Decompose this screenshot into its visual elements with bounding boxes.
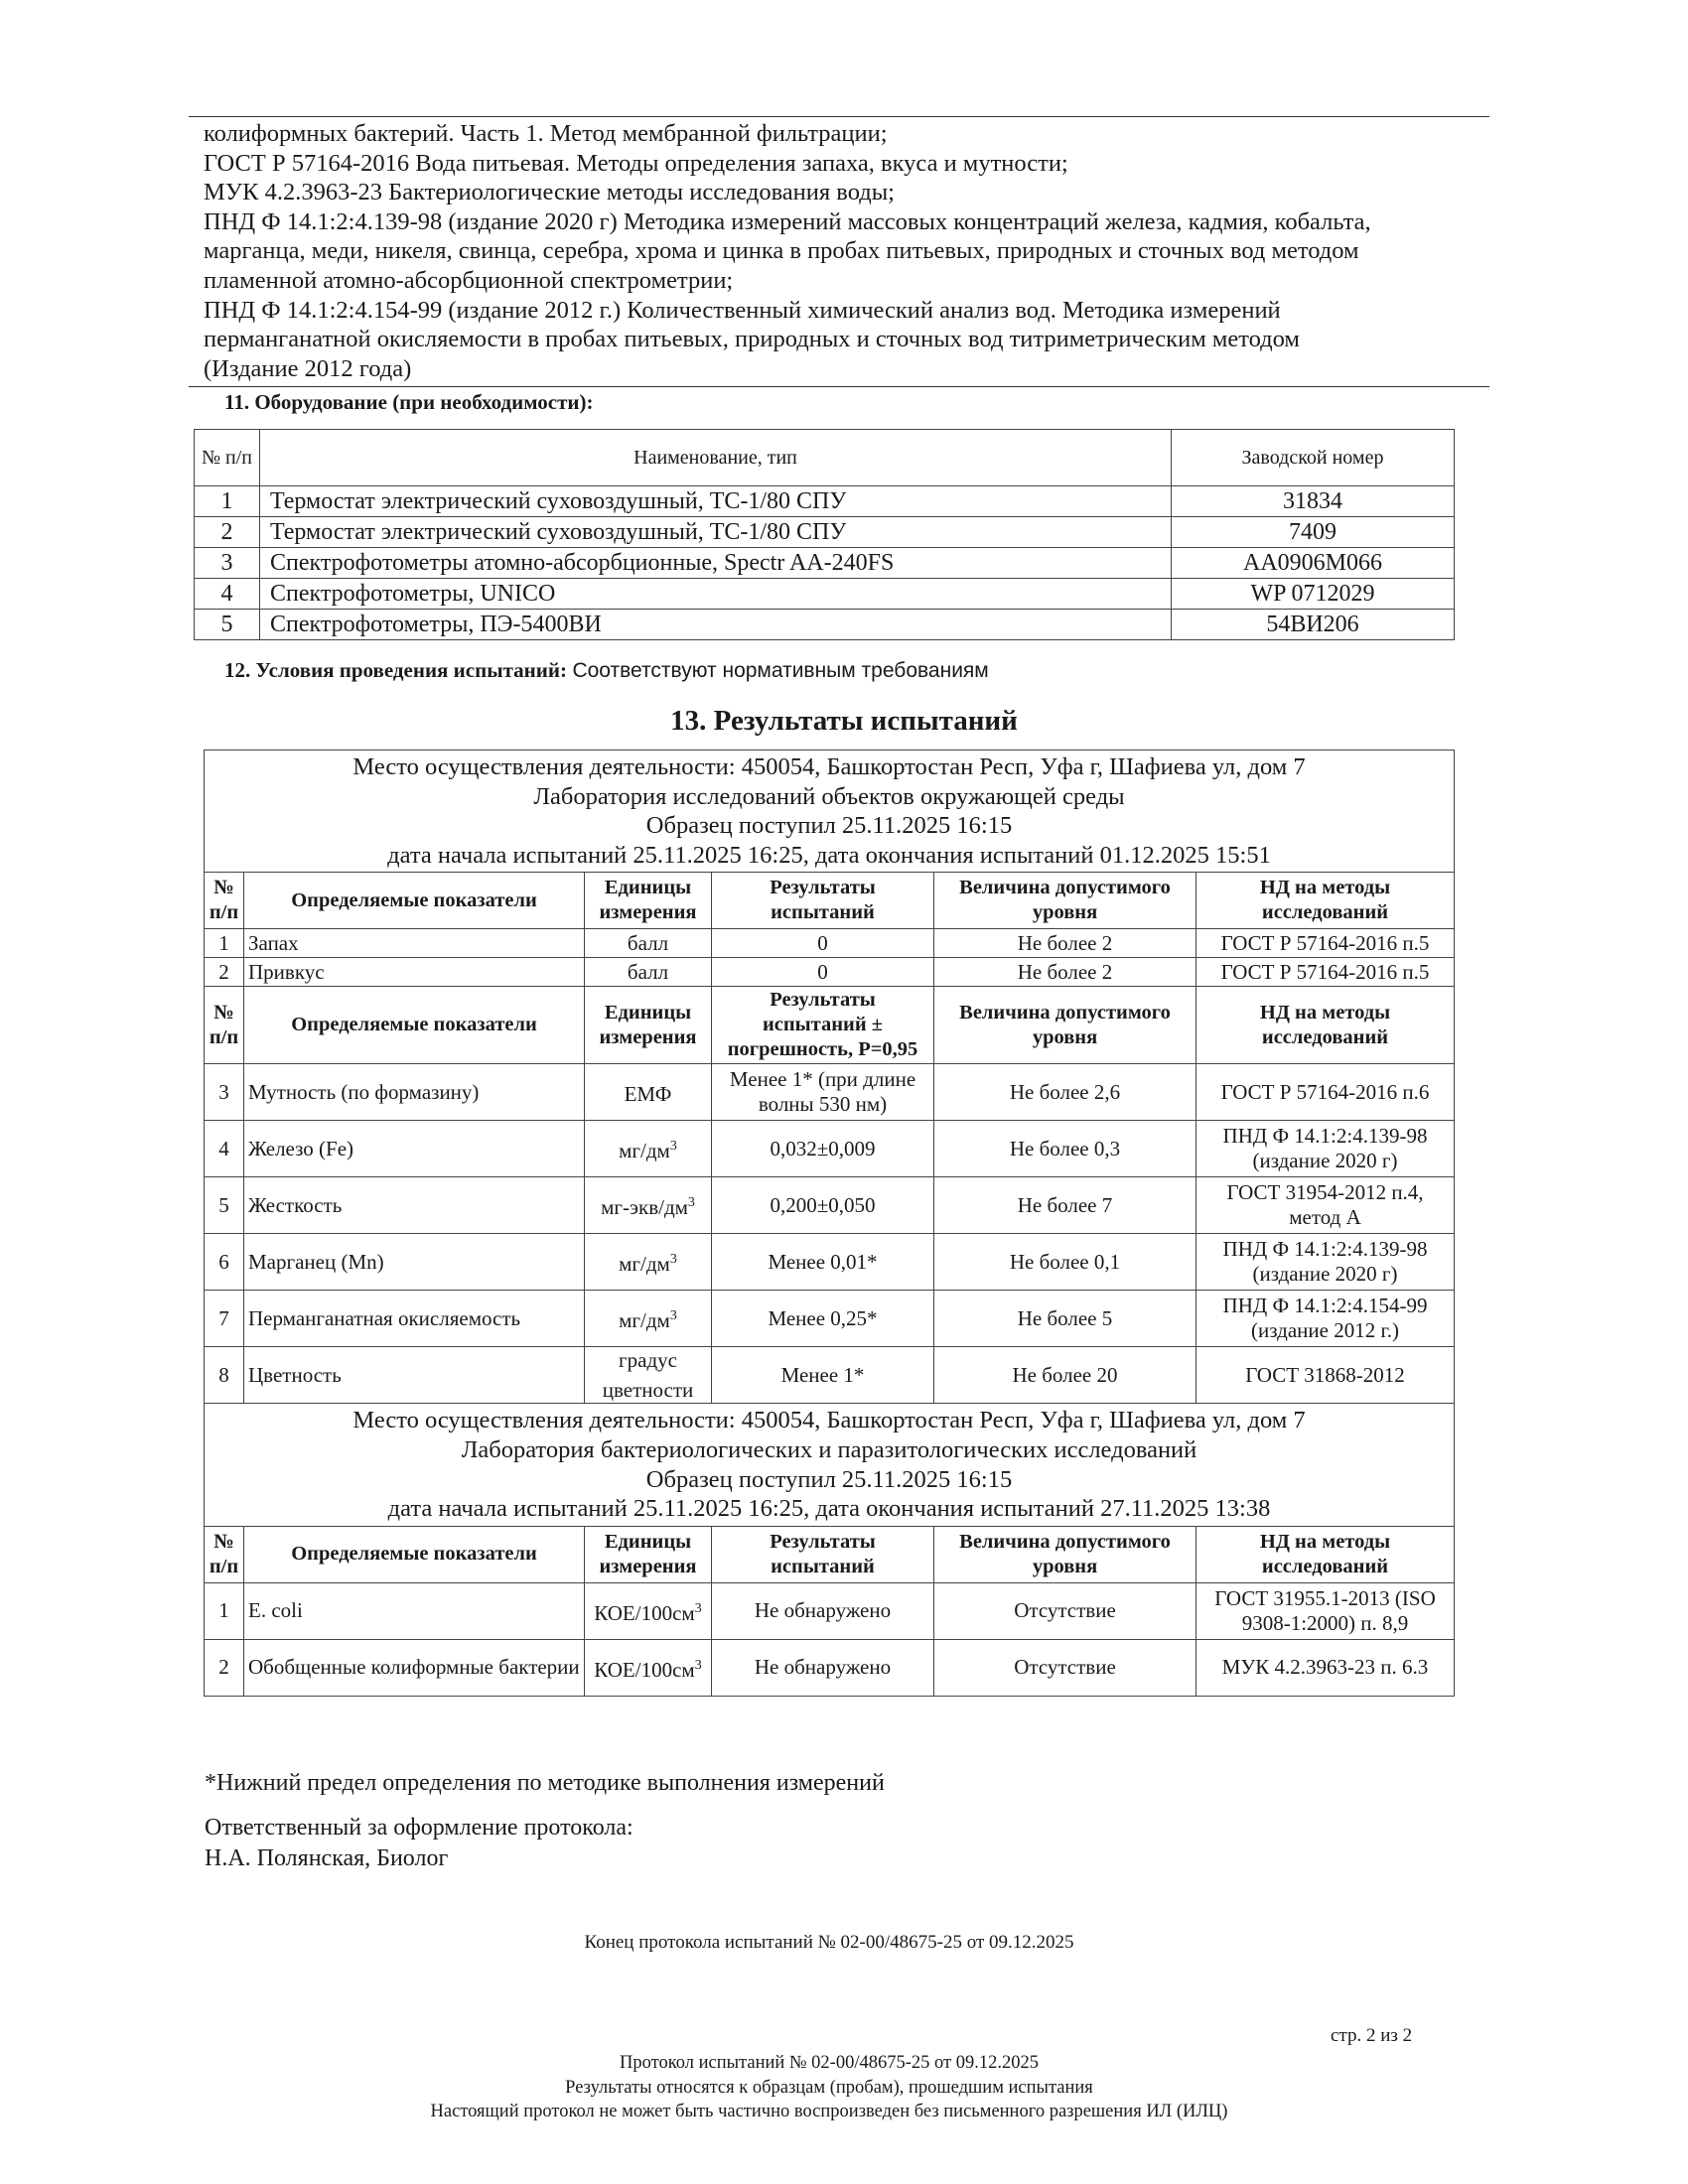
row-limit: Не более 7 <box>934 1177 1196 1234</box>
units-text: мг/дм <box>619 1308 670 1333</box>
table-row <box>205 1639 1455 1696</box>
table-row <box>195 517 1455 548</box>
page-number: стр. 2 из 2 <box>1331 2025 1413 2046</box>
col-result: Результаты испытаний ± погрешность, Р=0,95 <box>712 987 934 1064</box>
footer-line: Результаты относятся к образцам (пробам), прошедшим испытания <box>565 2077 1093 2098</box>
methods-bottom-rule <box>189 386 1489 387</box>
row-limit: Не более 20 <box>934 1347 1196 1404</box>
row-num: 1 <box>205 929 244 958</box>
col-param: Определяемые показатели <box>244 873 585 929</box>
methods-line: ГОСТ Р 57164-2016 Вода питьевая. Методы определения запаха, вкуса и мутности; <box>204 149 1068 177</box>
col-num: № п/п <box>205 1526 244 1582</box>
banner-line: Лаборатория бактериологических и паразитологических исследований <box>461 1435 1197 1463</box>
banner-line: Место осуществления деятельности: 450054, Башкортостан Респ, Уфа г, Шафиева ул, дом 7 <box>352 753 1306 780</box>
table-row <box>205 1064 1455 1121</box>
table-row <box>205 1121 1455 1177</box>
methods-line: ПНД Ф 14.1:2:4.139-98 (издание 2020 г) Методика измерений массовых концентраций железа, кадмия, кобальта, <box>204 207 1371 235</box>
equipment-serial: 54ВИ206 <box>1172 610 1455 640</box>
banner-line: Лаборатория исследований объектов окружающей среды <box>533 782 1125 810</box>
responsible-name: Н.А. Полянская, Биолог <box>205 1845 449 1871</box>
row-nd: ГОСТ Р 57164-2016 п.5 <box>1196 929 1455 958</box>
table-row <box>205 1177 1455 1234</box>
col-param: Определяемые показатели <box>244 1526 585 1582</box>
equipment-serial: 31834 <box>1172 486 1455 517</box>
units-text: КОЕ/100см <box>594 1657 695 1682</box>
table-row <box>205 958 1455 987</box>
col-nd: НД на методы исследований <box>1196 987 1455 1064</box>
methods-line: пламенной атомно-абсорбционной спектрометрии; <box>204 266 734 294</box>
table-row <box>195 610 1455 640</box>
units-sup: 3 <box>669 1308 677 1324</box>
row-result: 0 <box>712 958 934 987</box>
row-limit: Не более 2,6 <box>934 1064 1196 1121</box>
conditions <box>224 657 989 683</box>
methods-list <box>204 119 1494 383</box>
row-units <box>585 1347 712 1404</box>
table-row <box>205 1234 1455 1291</box>
methods-line: МУК 4.2.3963-23 Бактериологические методы исследования воды; <box>204 179 895 206</box>
results-header-row <box>205 1526 1455 1582</box>
conditions-value: Соответствуют нормативным требованиям <box>572 659 989 682</box>
table-row <box>205 1291 1455 1347</box>
col-nd: НД на методы исследований <box>1196 873 1455 929</box>
methods-line: колиформных бактерий. Часть 1. Метод мембранной фильтрации; <box>204 120 888 147</box>
col-units: Единицы измерения <box>585 873 712 929</box>
responsible-block <box>205 1813 633 1874</box>
results-header-row <box>205 873 1455 929</box>
equipment-serial: WP 0712029 <box>1172 579 1455 610</box>
row-num: 2 <box>205 958 244 987</box>
row-limit: Не более 0,1 <box>934 1234 1196 1291</box>
methods-line: (Издание 2012 года) <box>204 354 412 382</box>
row-param: Мутность (по формазину) <box>244 1064 585 1121</box>
row-param: Перманганатная окисляемость <box>244 1291 585 1347</box>
col-limit: Величина допустимого уровня <box>934 1526 1196 1582</box>
row-num: 8 <box>205 1347 244 1404</box>
equipment-num: 1 <box>195 486 260 517</box>
row-nd: ГОСТ 31955.1-2013 (ISO 9308-1:2000) п. 8,9 <box>1196 1582 1455 1639</box>
row-result: Не обнаружено <box>712 1639 934 1696</box>
row-nd: ПНД Ф 14.1:2:4.154-99 (издание 2012 г.) <box>1196 1291 1455 1347</box>
units-text: ЕМФ <box>624 1082 672 1107</box>
row-nd: ГОСТ Р 57164-2016 п.6 <box>1196 1064 1455 1121</box>
equipment-num: 3 <box>195 548 260 579</box>
units-sup: 3 <box>669 1252 677 1268</box>
row-param: E. coli <box>244 1582 585 1639</box>
conditions-label: 12. Условия проведения испытаний: <box>224 658 567 682</box>
banner-line: Образец поступил 25.11.2025 16:15 <box>645 1465 1013 1493</box>
equipment-col-name: Наименование, тип <box>260 430 1172 486</box>
row-units <box>585 1291 712 1347</box>
block2-banner <box>205 1404 1455 1526</box>
row-units <box>585 1639 712 1696</box>
equipment-header-row <box>195 430 1455 486</box>
equipment-name: Термостат электрический суховоздушный, ТС-1/80 СПУ <box>260 517 1172 548</box>
row-result: 0,200±0,050 <box>712 1177 934 1234</box>
row-result: Менее 0,01* <box>712 1234 934 1291</box>
equipment-col-num: № п/п <box>195 430 260 486</box>
row-num: 7 <box>205 1291 244 1347</box>
banner-line: дата начала испытаний 25.11.2025 16:25, дата окончания испытаний 01.12.2025 15:51 <box>387 841 1271 869</box>
row-param: Марганец (Mn) <box>244 1234 585 1291</box>
row-units <box>585 1234 712 1291</box>
row-result: 0,032±0,009 <box>712 1121 934 1177</box>
row-result: Менее 1* (при длине волны 530 нм) <box>712 1064 934 1121</box>
protocol-end-line: Конец протокола испытаний № 02-00/48675-25 от 09.12.2025 <box>584 1932 1074 1953</box>
row-result: 0 <box>712 929 934 958</box>
footer-line: Протокол испытаний № 02-00/48675-25 от 09.12.2025 <box>620 2053 1039 2073</box>
banner-line: дата начала испытаний 25.11.2025 16:25, дата окончания испытаний 27.11.2025 13:38 <box>387 1495 1271 1523</box>
equipment-name: Термостат электрический суховоздушный, ТС-1/80 СПУ <box>260 486 1172 517</box>
row-units <box>585 1064 712 1121</box>
results-header-row <box>205 987 1455 1064</box>
units-sup: 3 <box>687 1195 695 1211</box>
results-table <box>204 750 1455 1697</box>
table-row <box>195 579 1455 610</box>
row-num: 2 <box>205 1639 244 1696</box>
units-text: мг/дм <box>619 1252 670 1277</box>
table-row <box>205 929 1455 958</box>
methods-line: ПНД Ф 14.1:2:4.154-99 (издание 2012 г.) Количественный химический анализ вод. Методика измерений <box>204 296 1281 324</box>
row-limit: Не более 2 <box>934 929 1196 958</box>
equipment-serial: AA0906M066 <box>1172 548 1455 579</box>
equipment-num: 4 <box>195 579 260 610</box>
methods-line: марганца, меди, никеля, свинца, серебра, хрома и цинка в пробах питьевых, природных и сточных вод методом <box>204 237 1359 265</box>
row-param: Запах <box>244 929 585 958</box>
row-nd: ПНД Ф 14.1:2:4.139-98 (издание 2020 г) <box>1196 1121 1455 1177</box>
row-limit: Не более 2 <box>934 958 1196 987</box>
table-row <box>195 486 1455 517</box>
row-limit: Отсутствие <box>934 1582 1196 1639</box>
table-row <box>205 1347 1455 1404</box>
row-nd: ПНД Ф 14.1:2:4.139-98 (издание 2020 г) <box>1196 1234 1455 1291</box>
col-result: Результаты испытаний <box>712 873 934 929</box>
equipment-col-serial: Заводской номер <box>1172 430 1455 486</box>
col-limit: Величина допустимого уровня <box>934 987 1196 1064</box>
row-num: 1 <box>205 1582 244 1639</box>
row-num: 6 <box>205 1234 244 1291</box>
results-title: 13. Результаты испытаний <box>670 705 1018 737</box>
col-limit: Величина допустимого уровня <box>934 873 1196 929</box>
row-param: Привкус <box>244 958 585 987</box>
units-text: мг/дм <box>619 1139 670 1163</box>
equipment-table <box>194 429 1455 640</box>
row-units <box>585 1582 712 1639</box>
row-param: Обобщенные колиформные бактерии <box>244 1639 585 1696</box>
row-nd: ГОСТ 31868-2012 <box>1196 1347 1455 1404</box>
responsible-label: Ответственный за оформление протокола: <box>205 1815 633 1841</box>
col-units: Единицы измерения <box>585 1526 712 1582</box>
row-num: 4 <box>205 1121 244 1177</box>
equipment-num: 5 <box>195 610 260 640</box>
row-nd: ГОСТ 31954-2012 п.4, метод А <box>1196 1177 1455 1234</box>
units-sup: 3 <box>694 1657 702 1673</box>
methods-line: перманганатной окисляемости в пробах питьевых, природных и сточных вод титриметрическим методом <box>204 326 1300 353</box>
row-limit: Не более 0,3 <box>934 1121 1196 1177</box>
row-limit: Не более 5 <box>934 1291 1196 1347</box>
col-num: № п/п <box>205 987 244 1064</box>
table-row <box>195 548 1455 579</box>
row-units: балл <box>585 929 712 958</box>
units-text: мг-экв/дм <box>601 1195 688 1220</box>
banner-line: Образец поступил 25.11.2025 16:15 <box>645 812 1013 840</box>
row-param: Железо (Fe) <box>244 1121 585 1177</box>
row-nd: ГОСТ Р 57164-2016 п.5 <box>1196 958 1455 987</box>
row-units <box>585 1121 712 1177</box>
banner-line: Место осуществления деятельности: 450054, Башкортостан Респ, Уфа г, Шафиева ул, дом 7 <box>352 1407 1306 1434</box>
col-units: Единицы измерения <box>585 987 712 1064</box>
footer-line: Настоящий протокол не может быть частично воспроизведен без письменного разрешения ИЛ (ИЛЦ) <box>430 2102 1228 2121</box>
col-result: Результаты испытаний <box>712 1526 934 1582</box>
block1-banner <box>205 751 1455 873</box>
footnote: *Нижний предел определения по методике выполнения измерений <box>205 1770 885 1796</box>
row-num: 5 <box>205 1177 244 1234</box>
equipment-name: Спектрофотометры атомно-абсорбционные, Spectr AA-240FS <box>260 548 1172 579</box>
row-result: Не обнаружено <box>712 1582 934 1639</box>
row-units <box>585 1177 712 1234</box>
equipment-num: 2 <box>195 517 260 548</box>
row-result: Менее 1* <box>712 1347 934 1404</box>
equipment-serial: 7409 <box>1172 517 1455 548</box>
row-limit: Отсутствие <box>934 1639 1196 1696</box>
col-nd: НД на методы исследований <box>1196 1526 1455 1582</box>
equipment-name: Спектрофотометры, UNICO <box>260 579 1172 610</box>
units-text: КОЕ/100см <box>594 1600 695 1625</box>
row-param: Жесткость <box>244 1177 585 1234</box>
units-sup: 3 <box>694 1600 702 1616</box>
units-text: градус цветности <box>602 1347 694 1402</box>
row-param: Цветность <box>244 1347 585 1404</box>
page-footer <box>0 2051 1658 2124</box>
equipment-heading: 11. Оборудование (при необходимости): <box>224 390 594 414</box>
col-num: № п/п <box>205 873 244 929</box>
units-sup: 3 <box>669 1139 677 1155</box>
top-rule <box>189 116 1489 117</box>
table-row <box>205 1582 1455 1639</box>
row-nd: МУК 4.2.3963-23 п. 6.3 <box>1196 1639 1455 1696</box>
col-param: Определяемые показатели <box>244 987 585 1064</box>
row-result: Менее 0,25* <box>712 1291 934 1347</box>
row-num: 3 <box>205 1064 244 1121</box>
row-units: балл <box>585 958 712 987</box>
equipment-name: Спектрофотометры, ПЭ-5400ВИ <box>260 610 1172 640</box>
